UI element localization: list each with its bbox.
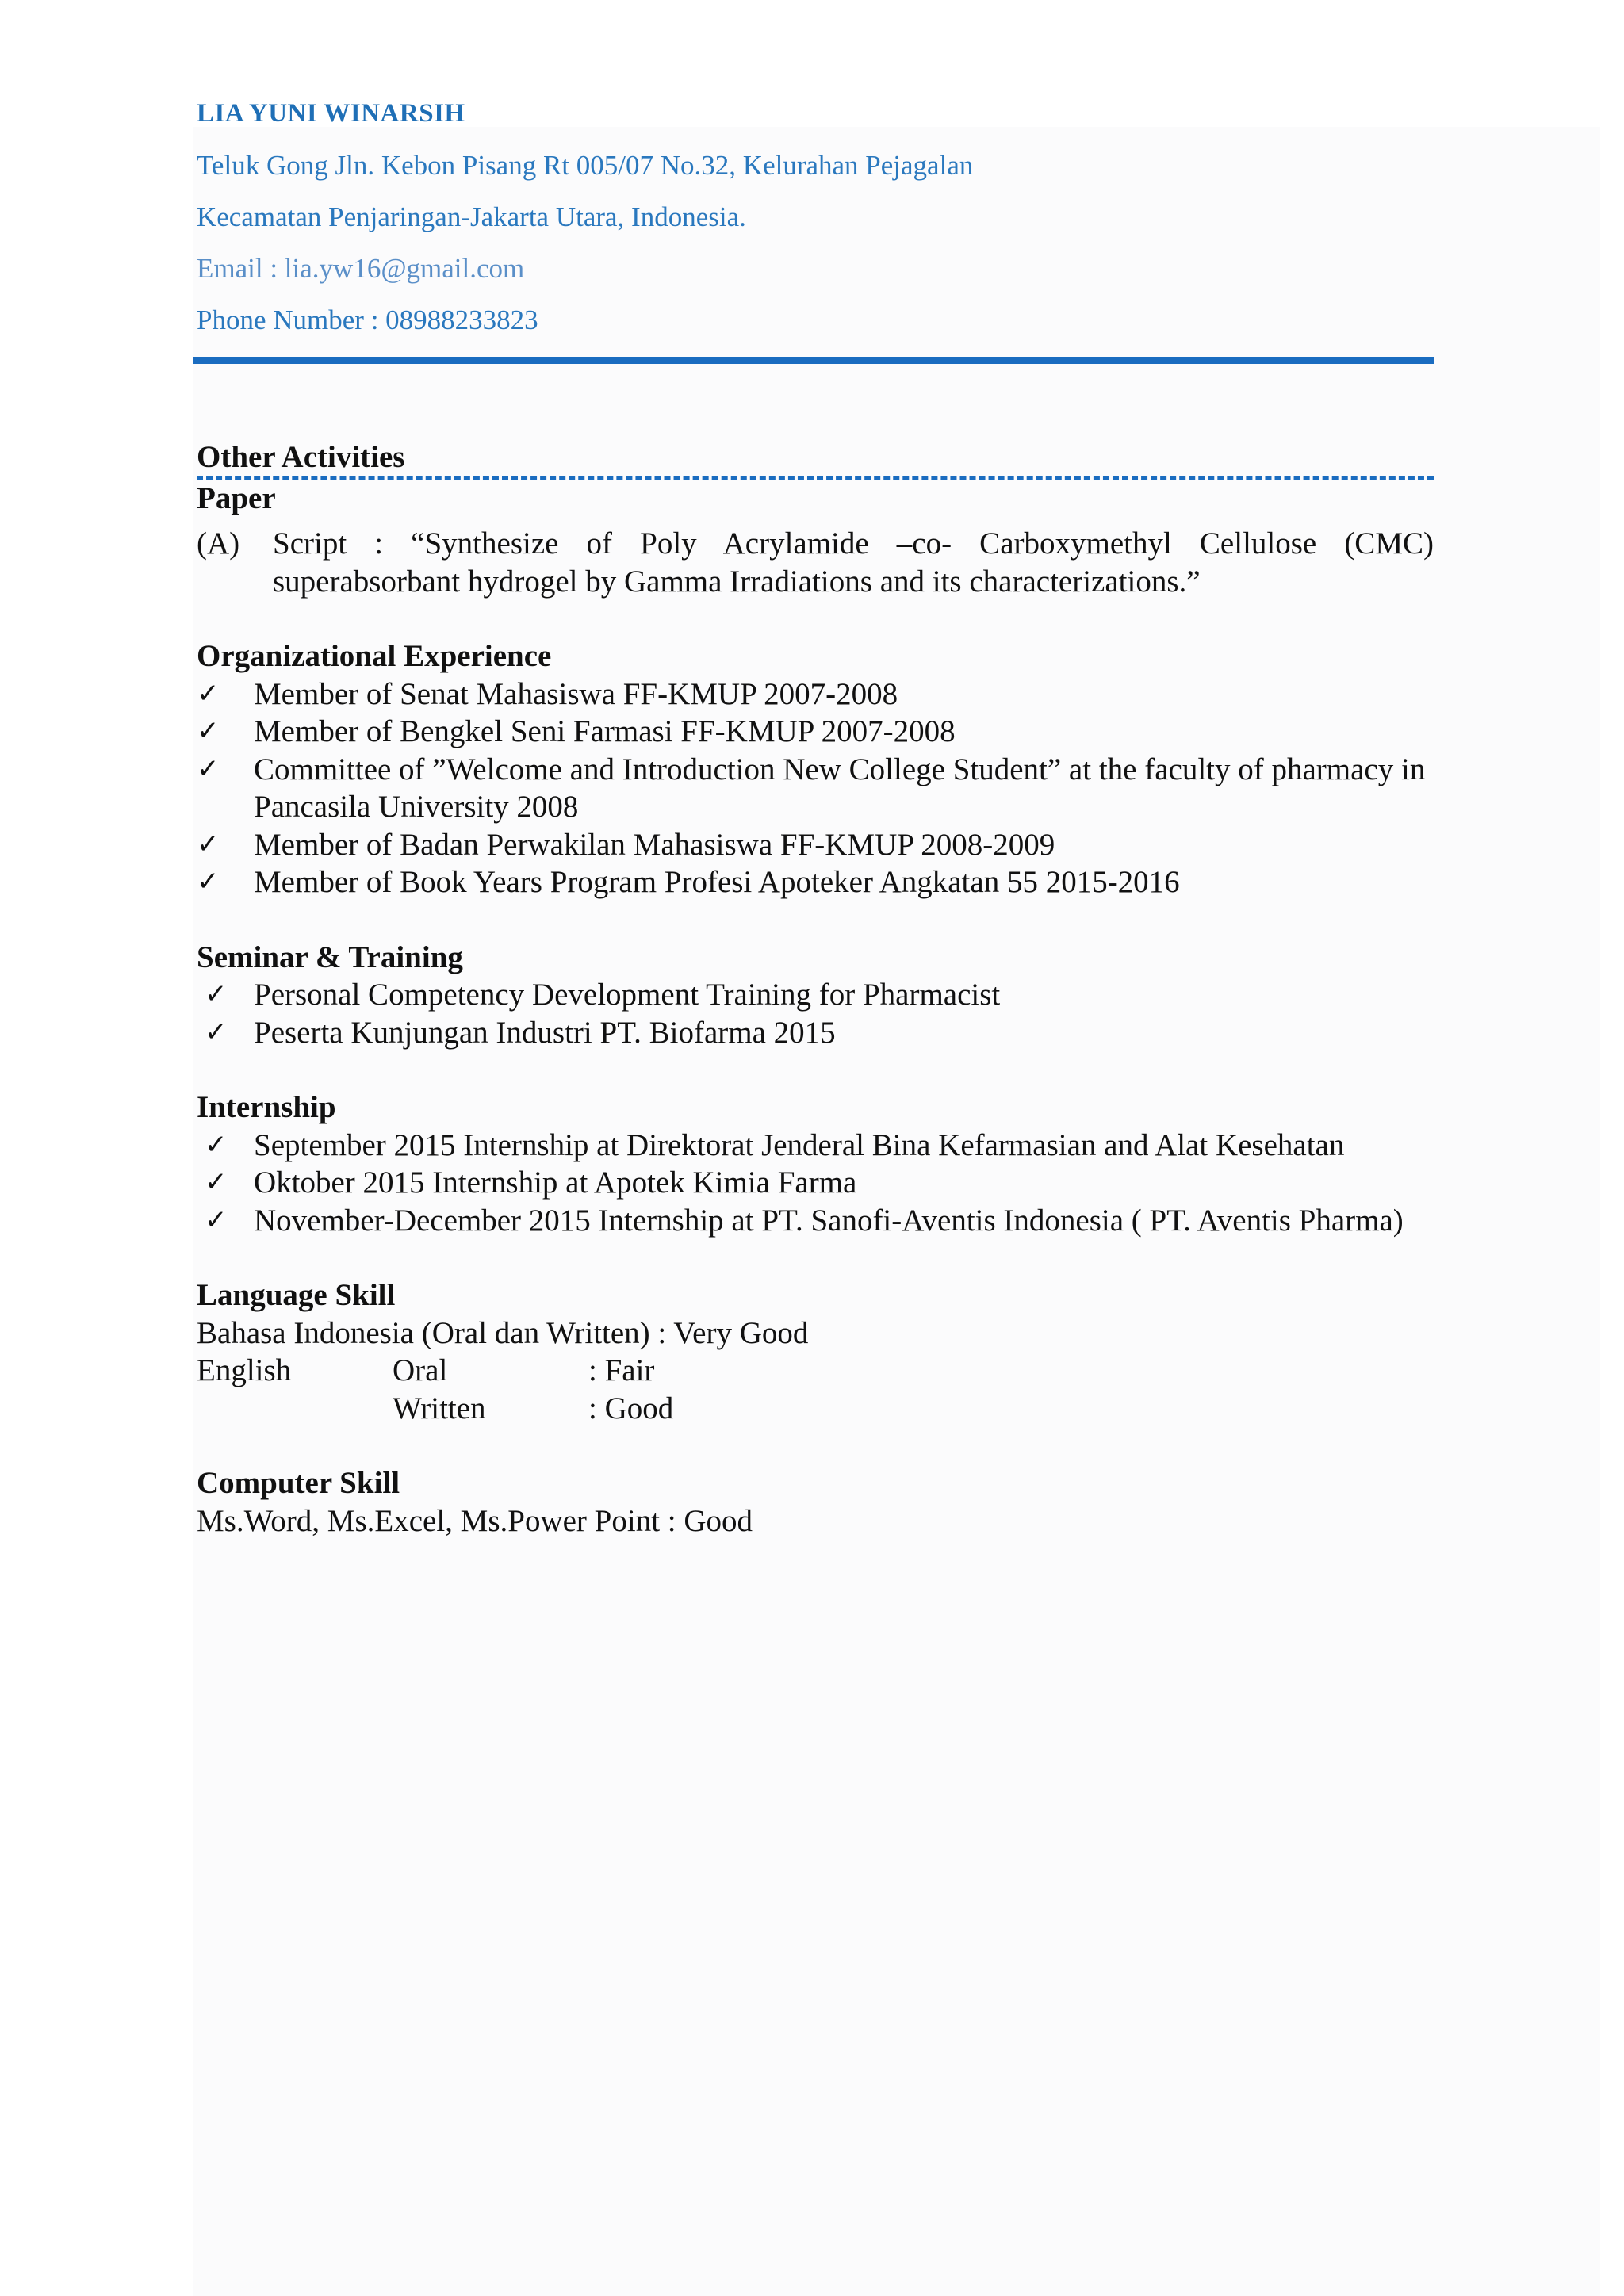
paper-heading: Paper — [197, 480, 276, 515]
list-item — [197, 713, 1434, 751]
organizational-list — [197, 675, 1434, 901]
list-item-text: Member of Bengkel Seni Farmasi FF-KMUP 2007-2008 — [254, 714, 956, 748]
checkmark-icon: ✓ — [205, 1166, 228, 1198]
other-activities-heading: Other Activities — [197, 440, 405, 474]
internship-heading: Internship — [197, 1090, 336, 1124]
list-item — [197, 1127, 1434, 1165]
bahasa-skill: Bahasa Indonesia (Oral dan Written) : Very Good — [197, 1315, 809, 1350]
section-gap — [197, 901, 1434, 939]
checkmark-icon: ✓ — [197, 752, 220, 785]
resume-body — [197, 438, 1434, 1540]
list-item — [197, 1202, 1434, 1240]
internship-list — [197, 1127, 1434, 1240]
address-line-1: Teluk Gong Jln. Kebon Pisang Rt 005/07 No.32, Kelurahan Pejagalan — [197, 150, 974, 181]
written-value: : Good — [588, 1391, 674, 1425]
section-gap — [197, 1427, 1434, 1464]
organizational-heading: Organizational Experience — [197, 639, 552, 673]
section-gap — [197, 1051, 1434, 1089]
checkmark-icon: ✓ — [197, 715, 220, 747]
english-written-row — [197, 1390, 1434, 1428]
computer-heading: Computer Skill — [197, 1466, 400, 1500]
language-heading: Language Skill — [197, 1278, 396, 1312]
header-divider — [193, 357, 1434, 364]
list-item — [197, 675, 1434, 714]
email-line: Email : lia.yw16@gmail.com — [197, 253, 525, 284]
checkmark-icon: ✓ — [197, 866, 220, 897]
english-label: English — [197, 1353, 292, 1387]
list-item-text: Oktober 2015 Internship at Apotek Kimia Farma — [254, 1165, 857, 1200]
seminar-heading: Seminar & Training — [197, 939, 463, 974]
list-item-text: Personal Competency Development Training for Pharmacist — [254, 978, 1001, 1012]
list-item — [197, 863, 1434, 901]
checkmark-icon: ✓ — [205, 1128, 228, 1161]
seminar-list — [197, 976, 1434, 1051]
list-item — [197, 826, 1434, 864]
list-item — [197, 1014, 1434, 1052]
checkmark-icon: ✓ — [205, 978, 228, 1010]
checkmark-icon: ✓ — [205, 1203, 228, 1236]
list-item-text: Member of Badan Perwakilan Mahasiswa FF-KMUP 2008-2009 — [254, 827, 1055, 862]
paper-item-text: Script : “Synthesize of Poly Acrylamide –co- Carboxymethyl Cellulose (CMC) superabsorbant hydrogel by Gamma Irradiations and its characterizations.” — [273, 526, 1434, 599]
section-gap — [197, 1239, 1434, 1276]
list-item-text: Peserta Kunjungan Industri PT. Biofarma 2015 — [254, 1015, 836, 1050]
section-gap — [197, 600, 1434, 637]
contact-header — [197, 87, 1434, 346]
written-label: Written — [393, 1391, 486, 1425]
list-item — [197, 1164, 1434, 1202]
list-item-text: Committee of ”Welcome and Introduction New College Student” at the faculty of pharmacy in Pancasila University 2008 — [254, 752, 1426, 824]
phone-line: Phone Number : 08988233823 — [197, 304, 538, 335]
list-item-text: September 2015 Internship at Direktorat Jenderal Bina Kefarmasian and Alat Kesehatan — [254, 1127, 1345, 1162]
oral-value: : Fair — [588, 1353, 655, 1387]
candidate-name: LIA YUNI WINARSIH — [197, 99, 465, 128]
computer-skill-text: Ms.Word, Ms.Excel, Ms.Power Point : Good — [197, 1503, 753, 1538]
address-line-2: Kecamatan Penjaringan-Jakarta Utara, Indonesia. — [197, 201, 746, 232]
checkmark-icon: ✓ — [197, 677, 220, 710]
list-item — [197, 976, 1434, 1014]
english-oral-row — [197, 1352, 1434, 1390]
empty-cell — [197, 1390, 393, 1428]
list-item-text: November-December 2015 Internship at PT. Sanofi-Aventis Indonesia ( PT. Aventis Pharma) — [254, 1203, 1404, 1238]
paper-item-number: (A) — [197, 526, 240, 561]
paper-item — [197, 525, 1434, 600]
list-item — [197, 751, 1434, 826]
list-item-text: Member of Book Years Program Profesi Apoteker Angkatan 55 2015-2016 — [254, 865, 1180, 899]
checkmark-icon: ✓ — [205, 1016, 228, 1048]
checkmark-icon: ✓ — [197, 828, 220, 860]
list-item-text: Member of Senat Mahasiswa FF-KMUP 2007-2008 — [254, 676, 898, 711]
oral-label: Oral — [393, 1353, 448, 1387]
